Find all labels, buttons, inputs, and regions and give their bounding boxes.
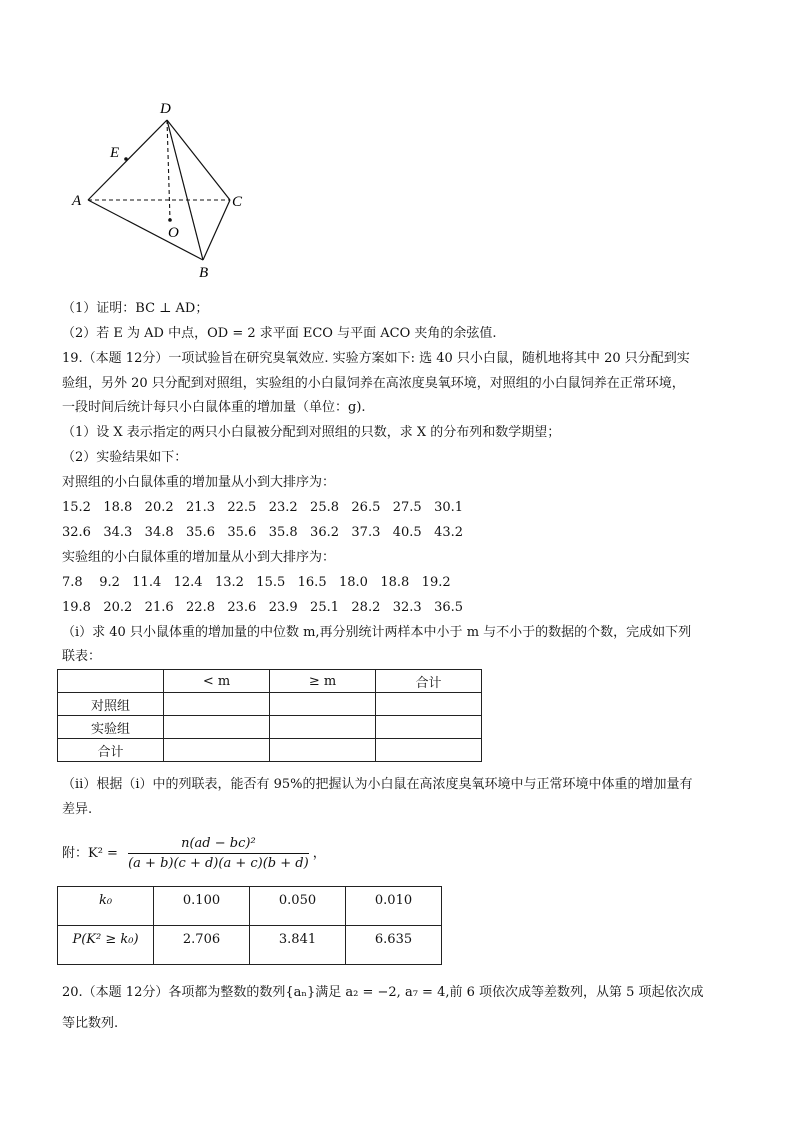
segment-do-hidden [167,120,170,220]
table-cell [270,739,376,762]
sub-i-line-2: 联表： [62,649,102,664]
edge-cb [203,200,230,260]
label-e: E [110,145,120,161]
table-cell: 0.100 [154,887,250,926]
control-title: 对照组的小白鼠体重的增加量从小到大排序为： [62,475,336,490]
q19-intro-3: 一段时间后统计每只小白鼠体重的增加量（单位：g). [62,400,366,415]
q18-part1: （1）证明：BC ⊥ AD； [62,301,209,316]
label-d: D [160,101,171,117]
q20-line-1: 20.（本题 12分）各项都为整数的数列{aₙ}满足 a₂ = −2, a₇ = 4,前 6 项依次成等差数列，从第 5 项起依次成 [62,985,704,1000]
table-cell: 对照组 [58,693,164,716]
edge-ab [88,200,203,260]
table-row [58,739,482,762]
table-cell: 6.635 [346,926,442,965]
formula-prefix: 附：K² = [62,846,118,861]
control-row-2: 32.6 34.3 34.8 35.6 35.6 35.8 36.2 37.3 40.5 43.2 [62,525,464,540]
exp-title: 实验组的小白鼠体重的增加量从小到大排序为： [62,550,336,565]
sub-ii-line-1: （ii）根据（i）中的列联表，能否有 95%的把握认为小白鼠在高浓度臭氧环境中与正常环境中体重的增加量有 [62,777,693,792]
table-cell: < m [164,670,270,693]
table-cell: 0.050 [250,887,346,926]
formula-denominator: (a + b)(c + d)(a + c)(b + d) [128,856,309,871]
formula-fraction [128,836,309,871]
table-cell [270,716,376,739]
q18-part2: （2）若 E 为 AD 中点，OD = 2 求平面 ECO 与平面 ACO 夹角的余弦值. [62,326,497,341]
formula-numerator: n(ad − bc)² [128,836,309,854]
table-cell: 0.010 [346,887,442,926]
table-cell [376,693,482,716]
label-b: B [199,265,209,281]
table-cell: 2.706 [154,926,250,965]
table-header-row [58,670,482,693]
sub-i-line-1: （i）求 40 只小鼠体重的增加量的中位数 m,再分别统计两样本中小于 m 与不小于的数据的个数，完成如下列 [62,625,692,640]
sub-ii-line-2: 差异. [62,802,93,817]
label-a: A [72,193,82,209]
label-o: O [168,225,179,241]
edge-da [88,120,167,200]
table-cell [58,670,164,693]
table-cell: 3.841 [250,926,346,965]
table-cell: 合计 [376,670,482,693]
control-row-1: 15.2 18.8 20.2 21.3 22.5 23.2 25.8 26.5 27.5 30.1 [62,500,464,515]
table-cell: P(K² ≥ k₀) [58,926,154,965]
tetrahedron-figure [60,95,260,285]
table-cell [164,739,270,762]
reference-table [57,886,442,965]
point-o [168,218,172,222]
formula-suffix: ， [312,846,326,861]
q19-part2: （2）实验结果如下： [62,450,188,465]
table-row [58,716,482,739]
table-row [58,926,442,965]
contingency-table [57,669,482,762]
point-e [124,157,128,161]
table-cell: 实验组 [58,716,164,739]
q19-intro-2: 验组，另外 20 只分配到对照组，实验组的小白鼠饲养在高浓度臭氧环境，对照组的小白鼠饲养在正常环境， [62,376,685,391]
edge-dc [167,120,230,200]
q19-part1: （1）设 X 表示指定的两只小白鼠被分配到对照组的只数，求 X 的分布列和数学期望； [62,425,561,440]
table-cell: ≥ m [270,670,376,693]
table-cell [376,716,482,739]
table-cell [376,739,482,762]
exp-row-1: 7.8 9.2 11.4 12.4 13.2 15.5 16.5 18.0 18.8 19.2 [62,575,451,590]
q19-intro-1: 19.（本题 12分）一项试验旨在研究臭氧效应. 实验方案如下: 选 40 只小白鼠，随机地将其中 20 只分配到实 [62,351,690,366]
exp-row-2: 19.8 20.2 21.6 22.8 23.6 23.9 25.1 28.2 32.3 36.5 [62,600,464,615]
table-cell [164,716,270,739]
table-row [58,887,442,926]
q20-line-2: 等比数列. [62,1016,119,1031]
k-squared-formula [62,836,326,871]
label-c: C [232,194,243,210]
table-cell [270,693,376,716]
table-row [58,693,482,716]
table-cell: k₀ [58,887,154,926]
table-cell [164,693,270,716]
table-cell: 合计 [58,739,164,762]
